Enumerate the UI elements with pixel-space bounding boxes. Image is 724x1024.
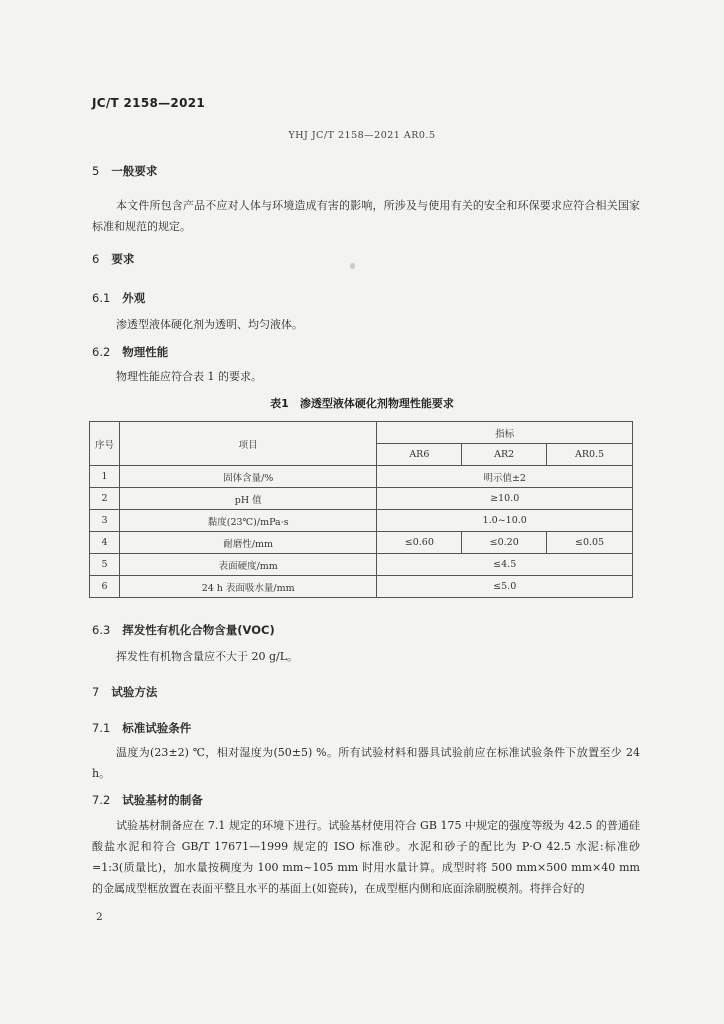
row-item: 24 h 表面吸水量/mm [119,576,376,598]
section-6-1-heading [92,290,145,306]
table-row [90,532,633,554]
row-number: 1 [90,466,120,488]
section-6-3-heading [92,622,275,638]
section-title: 标准试验条件 [122,721,192,735]
section-title: 试验基材的制备 [122,793,203,807]
section-6-3-paragraph: 挥发性有机物含量应不大于 20 g/L。 [116,650,299,663]
row-value-ar2: ≤0.20 [462,532,547,554]
header-item: 项目 [119,422,376,466]
table-row [90,488,633,510]
header-index: 指标 [377,422,633,444]
row-value: ≤4.5 [377,554,633,576]
section-6-1-paragraph: 渗透型液体硬化剂为透明、均匀液体。 [116,318,303,331]
section-number: 7 [92,685,100,699]
section-title: 挥发性有机化合物含量(VOC) [122,623,275,637]
section-6-2-paragraph: 物理性能应符合表 1 的要求。 [116,370,262,383]
header-ar2: AR2 [462,444,547,466]
row-number: 2 [90,488,120,510]
header-seq: 序号 [90,422,120,466]
table-row [90,554,633,576]
header-ar05: AR0.5 [547,444,633,466]
standard-code: JC/T 2158—2021 [92,96,206,110]
section-7-2-paragraph: 试验基材制备应在 7.1 规定的环境下进行。试验基材使用符合 GB 175 中规定的强度等级为 42.5 的普通硅酸盐水泥和符合 GB/T 17671—1999 规定的 ISO 标准砂。水泥和砂子的配比为 P·O 42.5 水泥:标准砂=1:3(质量比)，加水量按稠度为 100 mm~105 mm 时用水量计算。成型时将 500 mm×500 mm×40 mm 的金属成型框放置在表面平整且水平的基面上(如瓷砖)，在成型框内侧和底面涂刷脱模剂。将拌合好的 [92,819,640,895]
section-6-2-heading [92,344,168,360]
row-item: pH 值 [119,488,376,510]
row-number: 6 [90,576,120,598]
page-number: 2 [96,911,103,923]
section-7-1-heading [92,720,191,736]
row-value: ≤5.0 [377,576,633,598]
row-value: 明示值±2 [377,466,633,488]
section-5-heading [92,163,157,179]
row-item: 耐磨性/mm [119,532,376,554]
row-value-ar6: ≤0.60 [377,532,462,554]
section-title: 试验方法 [111,685,158,699]
section-6-heading [92,251,134,267]
row-number: 5 [90,554,120,576]
section-number: 7.2 [92,793,111,807]
table-header-row [90,422,633,444]
row-item: 表面硬度/mm [119,554,376,576]
section-number: 6.1 [92,291,111,305]
sub-code: YHJ JC/T 2158—2021 AR0.5 [288,130,436,141]
section-number: 6.2 [92,345,111,359]
row-item: 固体含量/% [119,466,376,488]
table-title: 表1 渗透型液体硬化剂物理性能要求 [270,397,454,410]
row-value-ar05: ≤0.05 [547,532,633,554]
row-number: 4 [90,532,120,554]
row-number: 3 [90,510,120,532]
section-number: 5 [92,164,100,178]
table-row [90,510,633,532]
section-7-heading [92,684,157,700]
requirements-table [89,421,633,598]
header-ar6: AR6 [377,444,462,466]
section-7-1-paragraph: 温度为(23±2) ℃，相对湿度为(50±5) %。所有试验材料和器具试验前应在标准试验条件下放置至少 24 h。 [92,746,640,780]
section-5-paragraph: 本文件所包含产品不应对人体与环境造成有害的影响，所涉及与使用有关的安全和环保要求应符合相关国家标准和规范的规定。 [92,199,640,233]
section-number: 7.1 [92,721,111,735]
row-value: 1.0~10.0 [377,510,633,532]
row-value: ≥10.0 [377,488,633,510]
section-title: 外观 [122,291,146,305]
section-7-2-heading [92,792,203,808]
table-row [90,466,633,488]
row-item: 黏度(23℃)/mPa·s [119,510,376,532]
table-row [90,576,633,598]
section-number: 6 [92,252,100,266]
section-title: 物理性能 [122,345,169,359]
section-title: 一般要求 [111,164,158,178]
section-title: 要求 [111,252,135,266]
section-number: 6.3 [92,623,111,637]
scan-smudge [350,263,355,269]
